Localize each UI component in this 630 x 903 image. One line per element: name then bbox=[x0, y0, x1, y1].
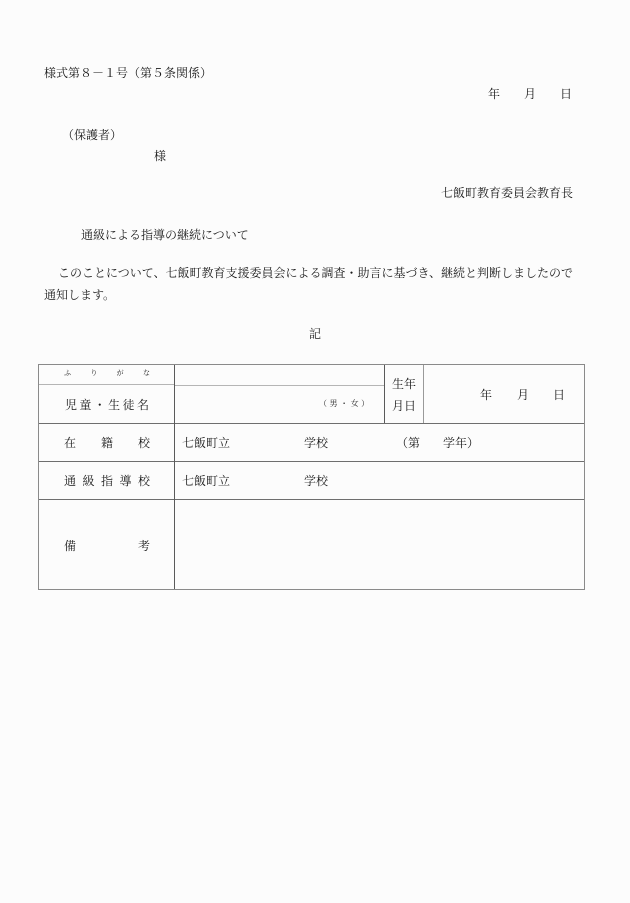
enrolled-school-label bbox=[64, 437, 150, 449]
furigana-field[interactable] bbox=[176, 366, 383, 384]
issue-date bbox=[488, 88, 572, 100]
label-char: 生 bbox=[108, 398, 121, 412]
furigana-char: ふ bbox=[64, 369, 71, 377]
resource-school-prefix: 七飯町立 bbox=[182, 474, 231, 488]
body-text-line1: このことについて、七飯町教育支援委員会による調査・助言に基づき、継続と判断しましたので bbox=[58, 266, 574, 280]
furigana-char: な bbox=[142, 369, 150, 377]
birth-month[interactable]: 月 bbox=[517, 388, 530, 402]
student-info-table bbox=[38, 364, 585, 590]
student-name-label bbox=[65, 399, 149, 411]
label-char: 徒 bbox=[122, 398, 135, 412]
furigana-divider bbox=[175, 385, 385, 386]
furigana-label-divider bbox=[39, 384, 174, 385]
date-day: 日 bbox=[560, 87, 573, 101]
form-number: 様式第８－１号（第５条関係） bbox=[44, 66, 213, 80]
resource-school-suffix: 学校 bbox=[304, 474, 329, 488]
grade-open: （第 bbox=[396, 436, 421, 450]
issuer: 七飯町教育委員会教育長 bbox=[441, 186, 574, 200]
row-divider-2 bbox=[39, 461, 584, 462]
subject-title: 通級による指導の継続について bbox=[81, 228, 249, 242]
label-char: 導 bbox=[119, 474, 132, 488]
resource-school-label bbox=[64, 475, 150, 487]
birth-day[interactable]: 日 bbox=[553, 388, 566, 402]
birth-label-line2: 月日 bbox=[392, 399, 417, 413]
resource-school-name-field[interactable] bbox=[239, 471, 299, 491]
label-char: 指 bbox=[100, 474, 113, 488]
birth-label-line1: 生年 bbox=[392, 377, 417, 391]
label-char: ・ bbox=[93, 398, 106, 412]
date-year: 年 bbox=[488, 87, 501, 101]
student-name-field[interactable] bbox=[176, 387, 316, 421]
recipient-honorific: 様 bbox=[154, 149, 167, 163]
label-char: 通 bbox=[64, 474, 77, 488]
date-month: 月 bbox=[524, 87, 537, 101]
row-divider-3 bbox=[39, 499, 584, 500]
label-column-divider bbox=[174, 365, 175, 589]
row-divider-1 bbox=[39, 423, 584, 424]
birth-year[interactable]: 年 bbox=[480, 388, 493, 402]
label-char: 校 bbox=[137, 436, 150, 450]
furigana-char: り bbox=[90, 369, 98, 377]
remarks-label bbox=[64, 540, 150, 552]
label-char: 童 bbox=[79, 398, 92, 412]
enrolled-school-prefix: 七飯町立 bbox=[182, 436, 231, 450]
ki-heading: 記 bbox=[309, 327, 322, 341]
grade-close: 学年） bbox=[443, 436, 480, 450]
label-char: 備 bbox=[64, 539, 77, 553]
furigana-label bbox=[64, 370, 150, 377]
recipient-label: （保護者） bbox=[62, 128, 123, 142]
body-text-line2: 通知します。 bbox=[44, 288, 116, 302]
birth-label-left-divider bbox=[384, 365, 385, 423]
label-char: 児 bbox=[65, 398, 78, 412]
grade-field[interactable] bbox=[424, 433, 444, 453]
enrolled-school-suffix: 学校 bbox=[304, 436, 329, 450]
label-char: 籍 bbox=[100, 436, 113, 450]
gender-selector[interactable]: （ 男 ・ 女 ） bbox=[319, 399, 370, 408]
remarks-field[interactable] bbox=[176, 501, 581, 586]
furigana-char: が bbox=[116, 369, 124, 377]
label-char: 級 bbox=[82, 474, 95, 488]
enrolled-school-name-field[interactable] bbox=[239, 433, 299, 453]
label-char: 考 bbox=[137, 539, 150, 553]
label-char: 在 bbox=[64, 436, 77, 450]
birth-label-right-divider bbox=[423, 365, 424, 423]
label-char: 名 bbox=[136, 398, 149, 412]
label-char: 校 bbox=[137, 474, 150, 488]
